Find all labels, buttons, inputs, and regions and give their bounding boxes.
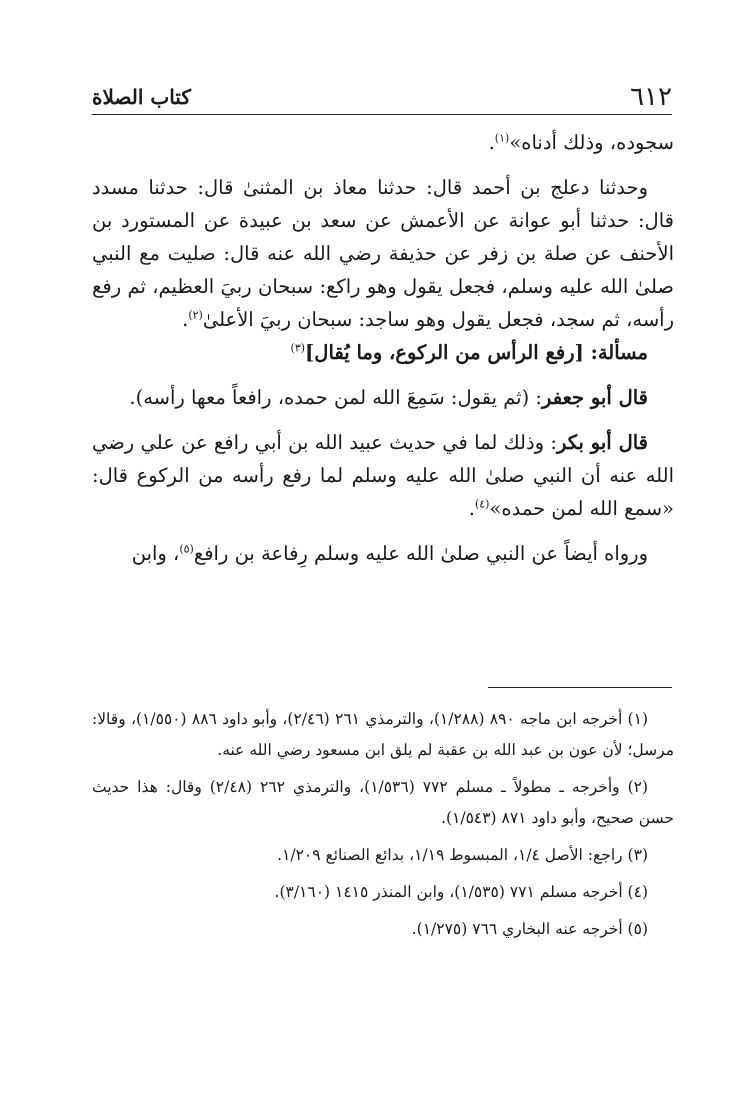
paragraph-5-continuation: ، وابن (131, 542, 180, 565)
paragraph-1-text: سجوده، وذلك أدناه» (509, 131, 674, 154)
footnote-2: (٢) وأخرجه ـ مطولاً ـ مسلم ٧٧٢ (١/٥٣٦)، والترمذي ٢٦٢ (٢/٤٨) وقال: هذا حديث حسن صحيح، وأبو داود ٨٧١ (١/٥٤٣). (92, 778, 674, 827)
paragraph-5 (92, 537, 674, 570)
footnote-ref-4: (٤) (474, 497, 490, 511)
masala-title: [رفع الرأس من الركوع، وما يُقال] (305, 341, 584, 364)
paragraph-4-text: : وذلك لما في حديث عبيد الله بن أبي رافع عن علي رضي الله عنه أن النبي صلىٰ الله عليه وسلم لما رفع رأسه من الركوع قال: «سمع الله لمن حمده» (92, 431, 674, 520)
page-header (92, 78, 672, 115)
speaker-abu-bakr: قال أبو بكر (556, 431, 648, 454)
footnote-ref-3: (٣) (290, 341, 306, 355)
paragraph-5-text: ورواه أيضاً عن النبي صلىٰ الله عليه وسلم رِفاعة بن رافع (193, 542, 648, 565)
masala-heading (92, 336, 674, 369)
masala-label: مسألة (597, 341, 648, 364)
running-title: كتاب الصلاة (92, 85, 191, 109)
footnote-1: (١) أخرجه ابن ماجه ٨٩٠ (١/٢٨٨)، والترمذي ٢٦١ (٢/٤٦)، وأبو داود ٨٨٦ (١/٥٥٠)، وقالا: مرسل؛ لأن عون بن عبد الله بن عقبة لم يلق ابن مسعود رضي الله عنه. (92, 710, 674, 759)
paragraph-3 (92, 381, 674, 414)
footnote-ref-1: (١) (494, 131, 510, 145)
paragraph-2-end: . (182, 308, 189, 331)
main-text (92, 126, 674, 570)
footnote-ref-2: (٢) (188, 308, 203, 322)
paragraph-2-text: وحدثنا دعلج بن أحمد قال: حدثنا معاذ بن المثنىٰ قال: حدثنا مسدد قال: حدثنا أبو عوانة عن الأعمش عن سعد بن عبيدة عن المستورد بن الأحنف عن صلة بن زفر عن حذيفة رضي الله عنه قال: صليت مع النبي صلىٰ الله عليه وسلم، فجعل يقول وهو راكع: سبحان ربيَ العظيم، ثم رفع رأسه، ثم سجد، فجعل يقول وهو ساجد: سبحان ربيَ الأعلىٰ (92, 176, 674, 331)
paragraph-3-text: : (ثم يقول: سَمِعَ الله لمن حمده، رافعاً معها رأسه). (129, 386, 542, 409)
footnote-ref-5: (٥) (179, 542, 194, 556)
paragraph-4-end: . (468, 497, 475, 520)
paragraph-4 (92, 426, 674, 525)
footnote-5: (٥) أخرجه عنه البخاري ٧٦٦ (١/٢٧٥). (411, 920, 648, 938)
paragraph-1 (92, 126, 674, 159)
paragraph-2 (92, 171, 674, 336)
footnote-3: (٣) راجع: الأصل ١/٤، المبسوط ١/١٩، بدائع الصنائع ١/٢٠٩. (277, 846, 648, 864)
footnotes (92, 704, 674, 951)
footnote-4: (٤) أخرجه مسلم ٧٧١ (١/٥٣٥)، وابن المنذر ١٤١٥ (٣/١٦٠). (274, 883, 648, 901)
masala-colon: : (583, 341, 598, 364)
footnote-separator (488, 687, 672, 688)
page-number: ٦١٢ (630, 82, 672, 112)
paragraph-1-end: . (488, 131, 495, 154)
speaker-abu-jafar: قال أبو جعفر (541, 386, 648, 409)
